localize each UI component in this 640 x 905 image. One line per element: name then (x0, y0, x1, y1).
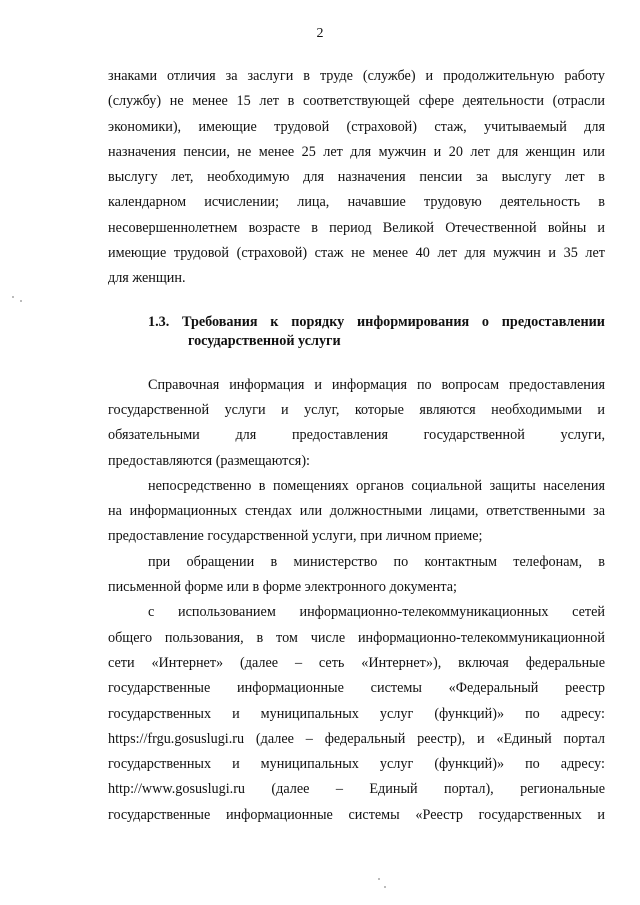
text-line: https://frgu.gosuslugi.ru (далее – федеральный реестр), и «Единый портал (108, 730, 605, 747)
text-line: предоставление государственной услуги, при личном приеме; (108, 528, 483, 545)
text-line: государственные информационные системы «Реестр государственных и (108, 806, 605, 823)
paragraph-internet (108, 600, 605, 828)
text-line: с использованием информационно-телекоммуникационных сетей (148, 604, 605, 621)
section-heading-line: 1.3. Требования к порядку информирования о предоставлении (148, 313, 605, 330)
text-line: письменной форме или в форме электронного документа; (108, 579, 457, 596)
text-line: знаками отличия за заслуги в труде (службе) и продолжительную работу (108, 68, 605, 84)
text-line: (службу) не менее 15 лет в соответствующей сфере деятельности (отрасли (108, 93, 605, 110)
scan-speck (20, 300, 22, 302)
text-line: календарном исчислении; лица, начавшие трудовую деятельность в (108, 194, 605, 211)
document-body (108, 64, 605, 828)
text-line: обязательными для предоставления государственной услуги, (108, 427, 605, 444)
paragraph-in-person (108, 474, 605, 550)
text-line: государственных и муниципальных услуг (функций)» по адресу: (108, 756, 605, 773)
scan-speck (378, 878, 380, 880)
text-line: назначения пенсии, не менее 25 лет для мужчин и 20 лет для женщин или (108, 143, 605, 160)
text-line: при обращении в министерство по контактным телефонам, в (148, 553, 605, 570)
text-line: имеющие трудовой (страховой) стаж не менее 40 лет для мужчин и 35 лет (108, 245, 605, 262)
text-line: общего пользования, в том числе информационно-телекоммуникационной (108, 629, 605, 646)
text-line: государственных и муниципальных услуг (функций)» по адресу: (108, 705, 605, 722)
section-heading (108, 313, 605, 351)
paragraph-continuation (108, 64, 605, 292)
text-line: непосредственно в помещениях органов социальной защиты населения (148, 477, 605, 494)
text-line: http://www.gosuslugi.ru (далее – Единый портал), региональные (108, 781, 605, 798)
paragraph-reference-info (108, 373, 605, 474)
page-number: 2 (316, 26, 324, 41)
text-line: на информационных стендах или должностными лицами, ответственными за (108, 503, 605, 520)
section-heading-line: государственной услуги (188, 332, 341, 349)
text-line: сети «Интернет» (далее – сеть «Интернет»), включая федеральные (108, 654, 605, 671)
scan-speck (384, 886, 386, 888)
text-line: экономики), имеющие трудовой (страховой) стаж, учитываемый для (108, 118, 605, 135)
text-line: Справочная информация и информация по вопросам предоставления (148, 376, 605, 393)
text-line: для женщин. (108, 270, 186, 287)
text-line: государственной услуги и услуг, которые являются необходимыми и (108, 401, 605, 418)
text-line: несовершеннолетнем возрасте в период Великой Отечественной войны и (108, 219, 605, 236)
scan-speck (12, 296, 14, 298)
text-line: выслугу лет, необходимую для назначения пенсии за выслугу лет в (108, 169, 605, 186)
text-line: государственные информационные системы «Федеральный реестр (108, 680, 605, 697)
text-line: предоставляются (размещаются): (108, 452, 310, 469)
paragraph-phone (108, 550, 605, 601)
